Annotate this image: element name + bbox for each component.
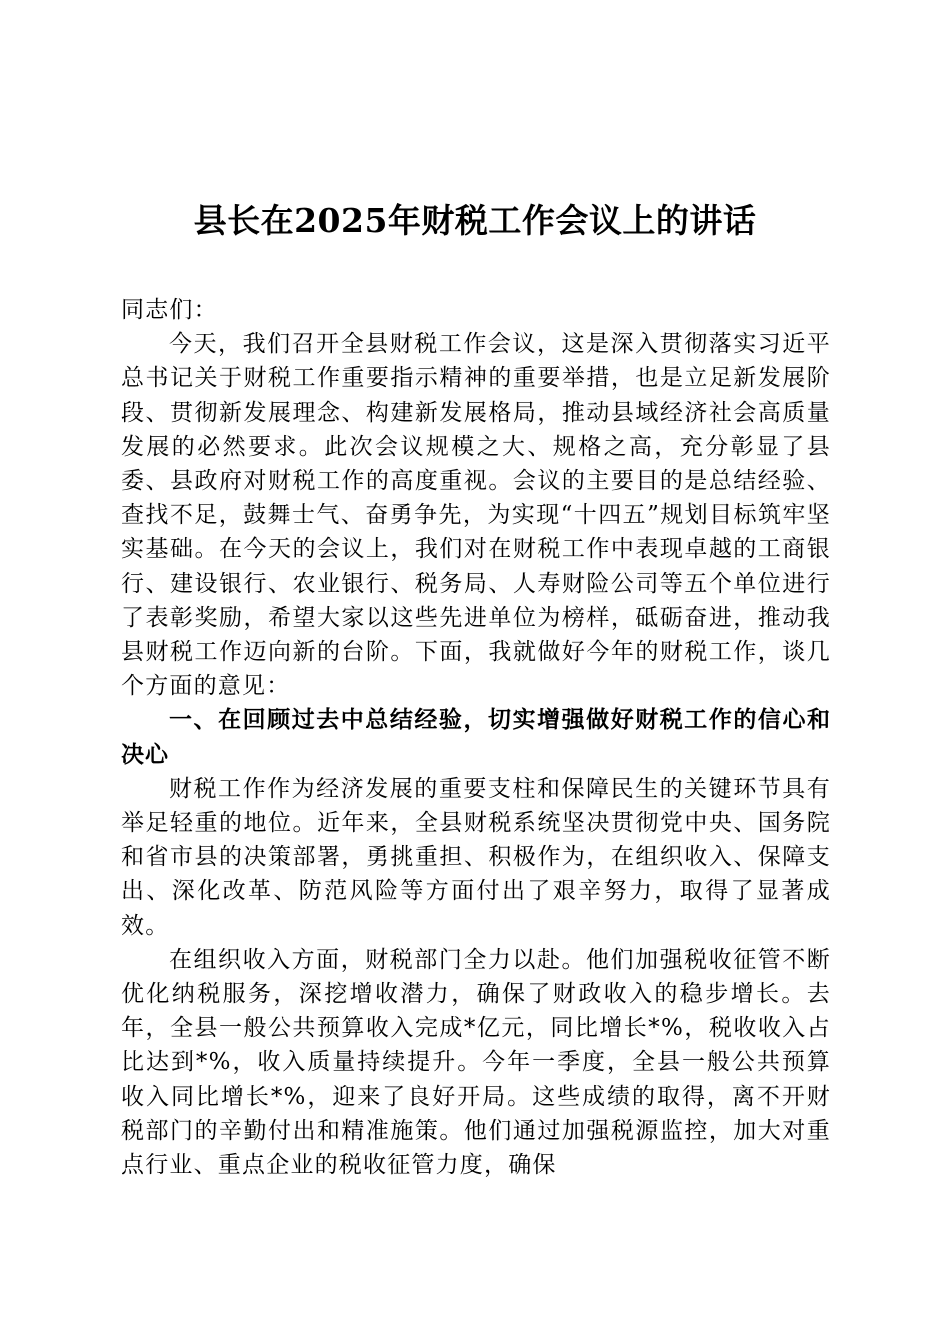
paragraph-revenue: 在组织收入方面，财税部门全力以赴。他们加强税收征管不断优化纳税服务，深挖增收潜力，确保了财政收入的稳步增长。去年，全县一般公共预算收入完成*亿元，同比增长*%，税收收入占比达到*%，收入质量持续提升。今年一季度，全县一般公共预算收入同比增长*%，迎来了良好开局。这些成绩的取得，离不开财税部门的辛勤付出和精准施策。他们通过加强税源监控，加大对重点行业、重点企业的税收征管力度，确保 [121, 946, 831, 1179]
paragraph-intro: 今天，我们召开全县财税工作会议，这是深入贯彻落实习近平总书记关于财税工作重要指示精神的重要举措，也是立足新发展阶段、贯彻新发展理念、构建新发展格局，推动县域经济社会高质量发展的必然要求。此次会议规模之大、规格之高，充分彰显了县委、县政府对财税工作的高度重视。会议的主要目的是总结经验、查找不足，鼓舞士气、奋勇争先，为实现“十四五”规划目标筑牢坚实基础。在今天的会议上，我们对在财税工作中表现卓越的工商银行、建设银行、农业银行、税务局、人寿财险公司等五个单位进行了表彰奖励，希望大家以这些先进单位为榜样，砥砺奋进，推动我县财税工作迈向新的台阶。下面，我就做好今年的财税工作，谈几个方面的意见： [121, 331, 831, 700]
salutation: 同志们： [121, 297, 218, 323]
document-body [121, 293, 831, 1182]
paragraph-achievements: 财税工作作为经济发展的重要支柱和保障民生的关键环节具有举足轻重的地位。近年来，全县财税系统坚决贯彻党中央、国务院和省市县的决策部署，勇挑重担、积极作为，在组织收入、保障支出、深化改革、防范风险等方面付出了艰辛努力，取得了显著成效。 [121, 775, 831, 939]
section-heading-1: 一、在回顾过去中总结经验，切实增强做好财税工作的信心和决心 [121, 707, 831, 768]
document-title: 县长在2025年财税工作会议上的讲话 [193, 201, 757, 240]
